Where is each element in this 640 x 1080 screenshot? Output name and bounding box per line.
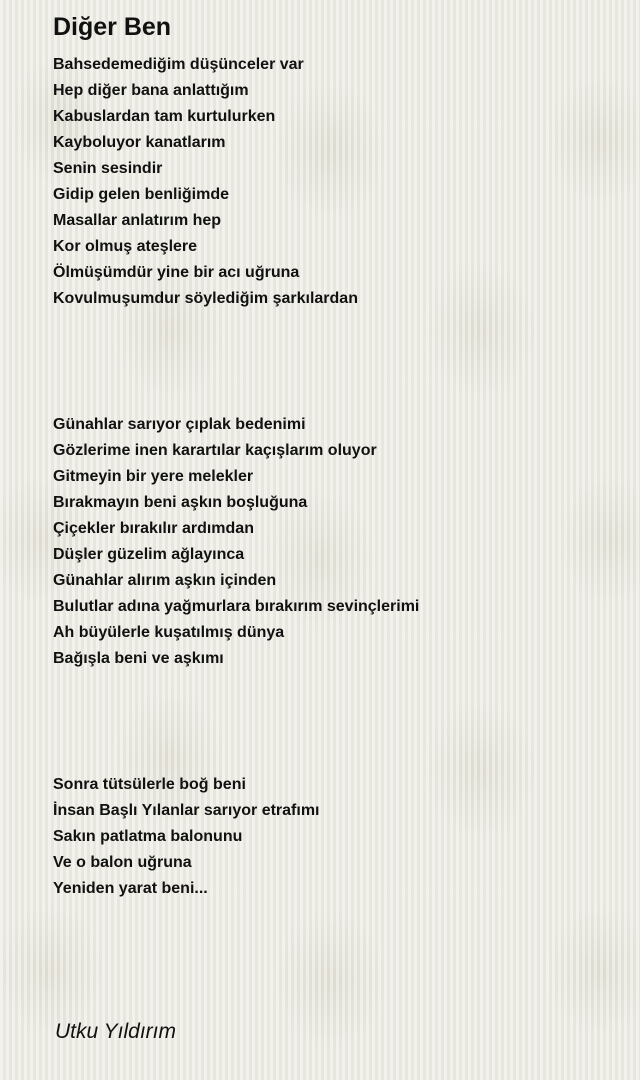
poem-line: Günahlar sarıyor çıplak bedenimi <box>53 416 306 433</box>
poem-line: Bağışla beni ve aşkımı <box>53 650 224 667</box>
poem-line: Çiçekler bırakılır ardımdan <box>53 520 254 537</box>
poem-line: Bırakmayın beni aşkın boşluğuna <box>53 494 308 511</box>
poem-line: Masallar anlatırım hep <box>53 212 222 229</box>
poem-line: Kayboluyor kanatlarım <box>53 134 226 151</box>
stanza-2 <box>53 412 419 672</box>
poem-line: Sonra tütsülerle boğ beni <box>53 776 246 793</box>
poem-line: Bulutlar adına yağmurlara bırakırım sevinçlerimi <box>53 598 420 615</box>
poem-line: Gitmeyin bir yere melekler <box>53 468 254 485</box>
poem-line: Sakın patlatma balonunu <box>53 828 243 845</box>
poem-line: Gidip gelen benliğimde <box>53 186 230 203</box>
poem-line: Düşler güzelim ağlayınca <box>53 546 245 563</box>
poem-line: Günahlar alırım aşkın içinden <box>53 572 277 589</box>
poem-line: Kabuslardan tam kurtulurken <box>53 108 276 125</box>
poem-line: Yeniden yarat beni... <box>53 880 208 897</box>
poem-line: Hep diğer bana anlattığım <box>53 82 249 99</box>
poem-line: Gözlerime inen karartılar kaçışlarım oluyor <box>53 442 377 459</box>
poem-line: Ah büyülerle kuşatılmış dünya <box>53 624 285 641</box>
stanza-1 <box>53 52 358 312</box>
poem-line: Kovulmuşumdur söylediğim şarkılardan <box>53 290 358 307</box>
poem-author: Utku Yıldırım <box>55 1020 176 1043</box>
poem-line: Bahsedemediğim düşünceler var <box>53 56 304 73</box>
poem-title: Diğer Ben <box>53 13 172 41</box>
poem-line: Ölmüşümdür yine bir acı uğruna <box>53 264 300 281</box>
poem-line: Kor olmuş ateşlere <box>53 238 198 255</box>
poem-line: İnsan Başlı Yılanlar sarıyor etrafımı <box>53 802 320 819</box>
stanza-3 <box>53 772 320 902</box>
poem-line: Senin sesindir <box>53 160 163 177</box>
poem-line: Ve o balon uğruna <box>53 854 192 871</box>
